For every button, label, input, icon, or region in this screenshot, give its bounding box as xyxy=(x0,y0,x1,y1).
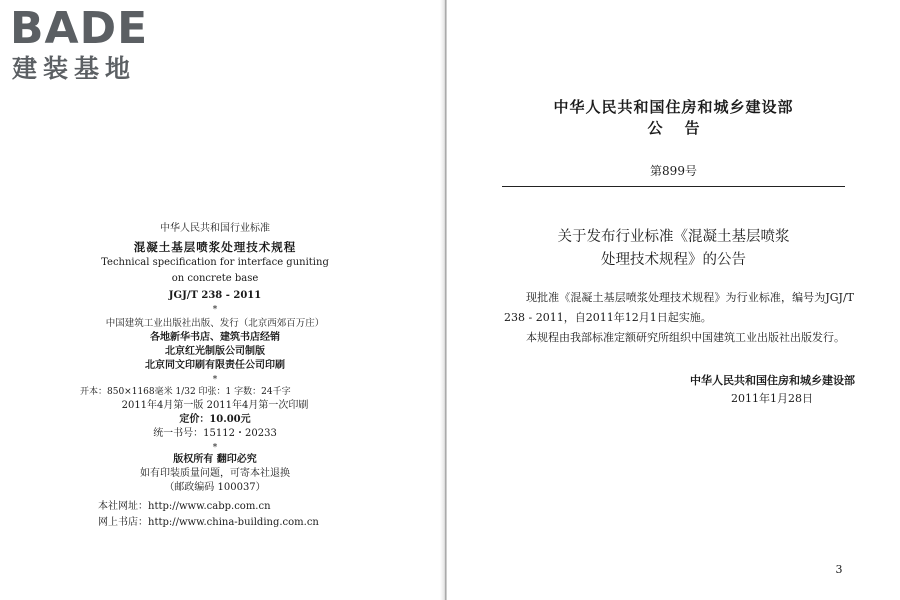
standard-code: JGJ/T 238 - 2011 xyxy=(168,290,262,301)
subject-line2: 处理技术规程》的公告 xyxy=(601,252,746,268)
body-paragraph-1: 现批准《混凝土基层喷浆处理技术规程》为行业标准，编号为JGJ/T 238 - 2011，自2011年12月1日起实施。 xyxy=(504,291,854,324)
typesetter: 北京红光制版公司制版 xyxy=(165,346,265,357)
separator-star: * xyxy=(212,375,218,385)
postcode: （邮政编码 100037） xyxy=(164,482,266,493)
urls xyxy=(98,499,340,531)
notice-number: 第899号 xyxy=(650,164,697,178)
signatory: 中华人民共和国住房和城乡建设部 xyxy=(690,374,855,387)
title-english-line2: on concrete base xyxy=(171,273,259,284)
quality-notice: 如有印装质量问题，可寄本社退换 xyxy=(140,468,290,479)
logo xyxy=(10,3,180,84)
printer: 北京同文印刷有限责任公司印刷 xyxy=(145,360,285,371)
notice-body xyxy=(504,288,854,348)
title-english-line1: Technical specification for interface guniting xyxy=(101,257,329,268)
website-link[interactable]: 本社网址：http://www.cabp.com.cn xyxy=(98,501,271,512)
distributor: 各地新华书店、建筑书店经销 xyxy=(150,332,280,343)
publisher: 中国建筑工业出版社出版、发行（北京西郊百万庄） xyxy=(105,318,325,329)
notice-date: 2011年1月28日 xyxy=(731,392,813,405)
copyright: 版权所有 翻印必究 xyxy=(173,454,257,465)
standard-category: 中华人民共和国行业标准 xyxy=(160,223,270,234)
left-page xyxy=(0,0,446,600)
notice-heading: 公告 xyxy=(647,119,722,137)
logo-word: BADE xyxy=(10,3,149,54)
separator-star: * xyxy=(212,443,218,453)
heading-rule xyxy=(502,186,845,187)
bookstore-link[interactable]: 网上书店：http://www.china-building.com.cn xyxy=(98,517,319,528)
notice-subject xyxy=(447,226,900,272)
book-number: 统一书号：15112・20233 xyxy=(153,428,277,439)
price: 定价：10.00元 xyxy=(179,414,251,425)
logo-chinese: 建装基地 xyxy=(12,54,137,83)
edition-info: 2011年4月第一版 2011年4月第一次印刷 xyxy=(121,400,309,411)
separator-star: * xyxy=(212,305,218,315)
title-chinese: 混凝土基层喷浆处理技术规程 xyxy=(133,240,297,254)
format-spec: 开本：850×1168毫米 1/32 印张：1 字数：24千字 xyxy=(80,387,291,397)
body-paragraph-2: 本规程由我部标准定额研究所组织中国建筑工业出版社出版发行。 xyxy=(526,331,845,344)
subject-line1: 关于发布行业标准《混凝土基层喷浆 xyxy=(557,229,790,245)
ministry-heading: 中华人民共和国住房和城乡建设部 xyxy=(553,98,794,116)
page-number: 3 xyxy=(835,563,843,576)
right-page xyxy=(447,0,900,600)
colophon xyxy=(80,222,340,531)
